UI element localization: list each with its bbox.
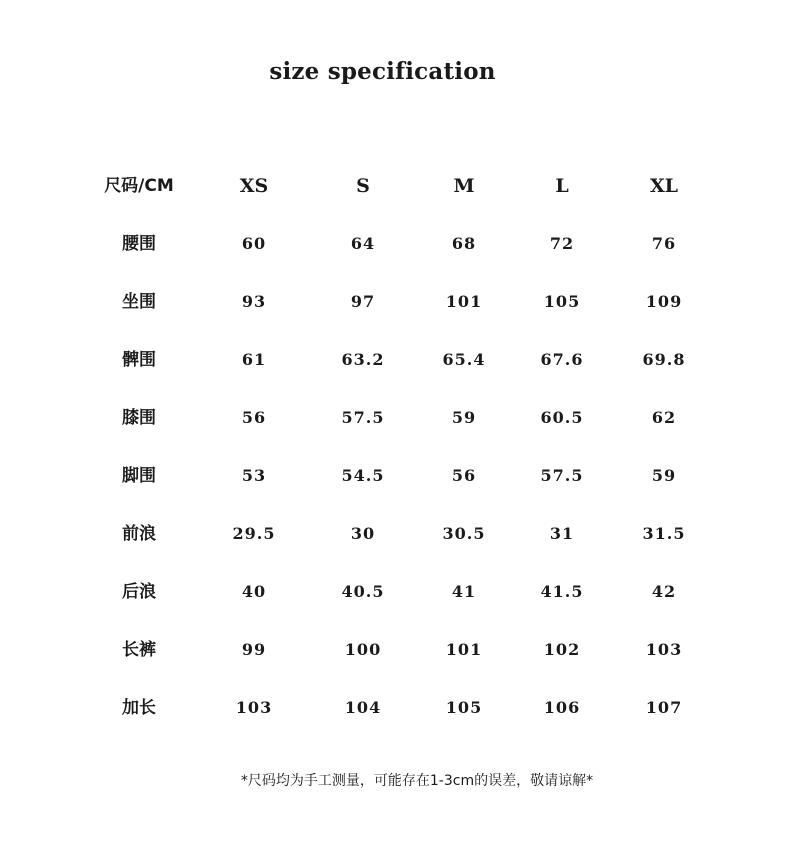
table-cell: 68 [451,234,477,253]
row-label: 膝围 [122,408,156,428]
table-cell: 53 [241,466,267,485]
size-header-xl: XL [649,175,679,197]
row-label: 髀围 [122,350,156,370]
row-label: 加长 [122,698,156,718]
table-cell: 60 [241,234,267,253]
size-header-m: M [453,175,475,197]
table-cell: 65.4 [442,350,486,369]
table-row [0,461,790,491]
table-row [0,403,790,433]
table-cell: 103 [645,640,683,659]
table-row [0,519,790,549]
table-cell: 107 [645,698,683,717]
table-cell: 31 [549,524,575,543]
row-label: 前浪 [122,524,156,544]
table-cell: 105 [445,698,483,717]
table-cell: 72 [549,234,575,253]
row-label: 长裤 [122,640,156,660]
measurement-note: *尺码均为手工测量，可能存在1-3cm的误差，敬请谅解* [240,773,594,789]
size-header-s: S [356,175,370,197]
row-label: 腰围 [122,234,156,254]
table-cell: 105 [543,292,581,311]
table-cell: 102 [543,640,581,659]
table-cell: 60.5 [540,408,584,427]
table-cell: 40.5 [341,582,385,601]
table-cell: 57.5 [540,466,584,485]
table-row [0,229,790,259]
table-cell: 42 [651,582,677,601]
table-cell: 41 [451,582,477,601]
table-cell: 59 [651,466,677,485]
table-cell: 64 [350,234,376,253]
table-row [0,635,790,665]
table-cell: 76 [651,234,677,253]
table-cell: 59 [451,408,477,427]
size-header-xs: XS [239,175,269,197]
table-row [0,287,790,317]
table-cell: 30 [350,524,376,543]
table-cell: 30.5 [442,524,486,543]
corner-label: 尺码/CM [104,176,174,196]
page-title: size specification [269,58,496,85]
table-cell: 101 [445,640,483,659]
row-label: 后浪 [122,582,156,602]
table-cell: 56 [451,466,477,485]
size-header-l: L [555,175,569,197]
table-cell: 101 [445,292,483,311]
table-cell: 99 [241,640,267,659]
table-cell: 63.2 [341,350,385,369]
table-cell: 69.8 [642,350,686,369]
table-cell: 56 [241,408,267,427]
table-cell: 67.6 [540,350,584,369]
table-cell: 100 [344,640,382,659]
table-cell: 41.5 [540,582,584,601]
table-cell: 104 [344,698,382,717]
table-row [0,577,790,607]
table-cell: 109 [645,292,683,311]
row-label: 脚围 [122,466,156,486]
table-cell: 93 [241,292,267,311]
table-header-row [0,171,790,201]
table-cell: 57.5 [341,408,385,427]
table-cell: 106 [543,698,581,717]
table-cell: 31.5 [642,524,686,543]
table-cell: 97 [350,292,376,311]
table-cell: 40 [241,582,267,601]
table-cell: 62 [651,408,677,427]
table-cell: 103 [235,698,273,717]
table-row [0,345,790,375]
row-label: 坐围 [122,292,156,312]
table-cell: 61 [241,350,267,369]
table-cell: 29.5 [232,524,276,543]
table-row [0,693,790,723]
table-cell: 54.5 [341,466,385,485]
